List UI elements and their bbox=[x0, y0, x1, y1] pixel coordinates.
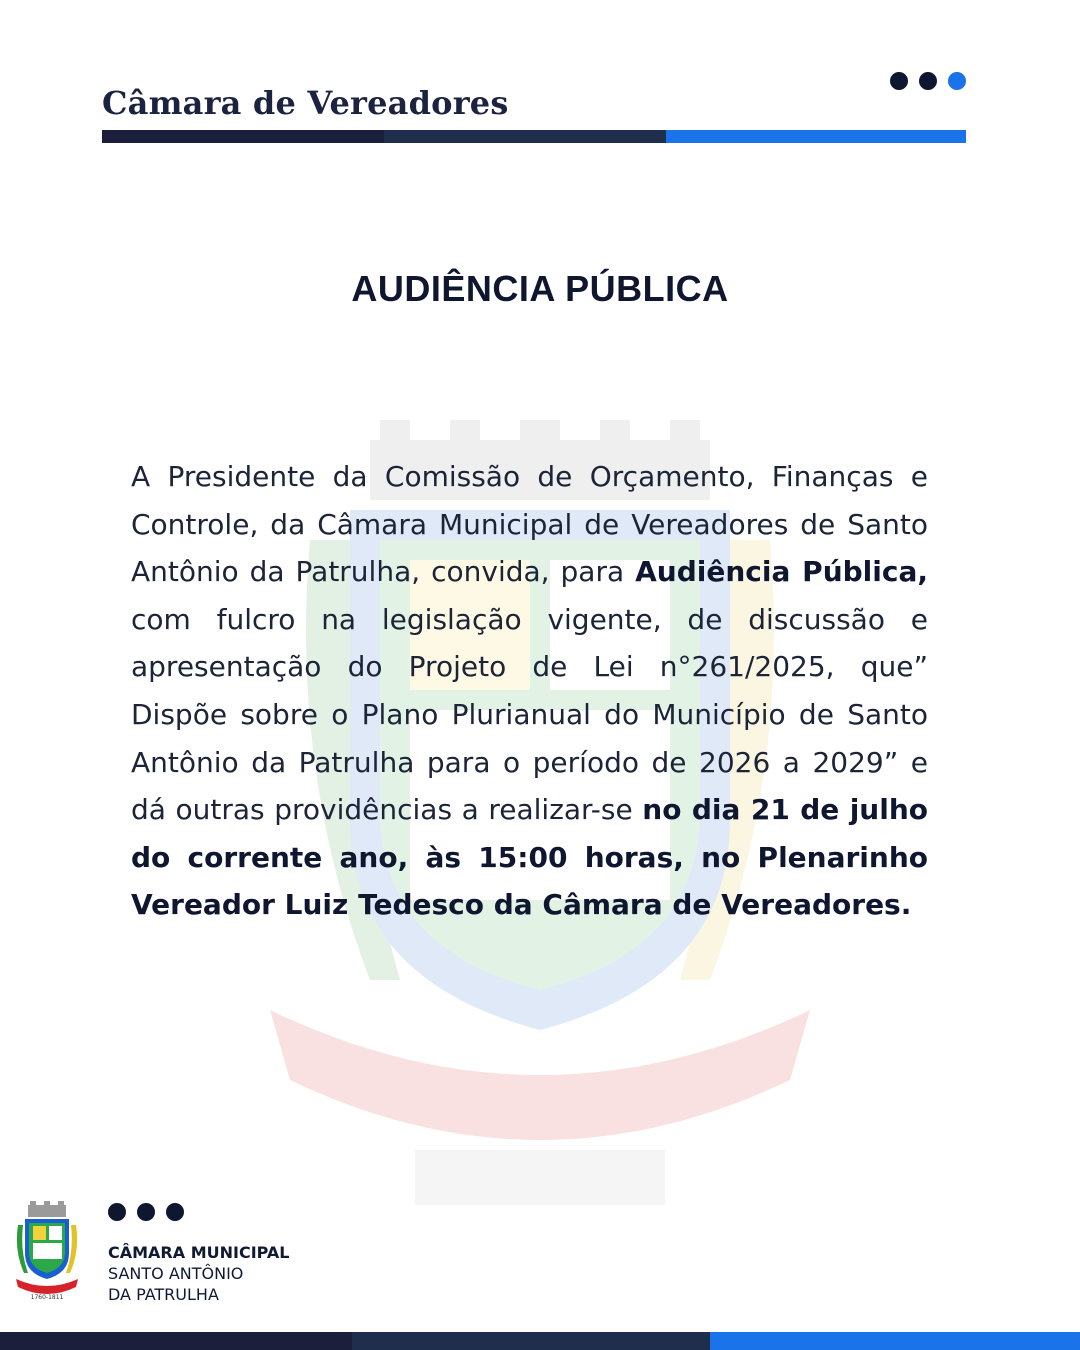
footer-organization bbox=[108, 1242, 290, 1305]
org-name-line3: DA PATRULHA bbox=[108, 1285, 219, 1304]
notice-body bbox=[131, 453, 928, 929]
dot-icon bbox=[890, 72, 908, 90]
header-divider-bar bbox=[102, 130, 966, 143]
crest-years: 1760-1811 bbox=[30, 1294, 64, 1301]
notice-bold-date: no dia 21 de julho do corrente ano, às 15:00 horas, no Plenarinho Vereador Luiz Tedesco da Câmara de Vereadores. bbox=[131, 793, 929, 922]
notice-text-part: A Presidente da Comissão de Orçamento, Finanças e Controle, da Câmara Municipal de Vereadores de Santo Antônio da Patrulha, convida, para bbox=[131, 460, 928, 589]
dot-icon bbox=[919, 72, 937, 90]
decorative-dots-top bbox=[890, 72, 966, 90]
dot-icon bbox=[108, 1203, 126, 1221]
dot-icon bbox=[166, 1203, 184, 1221]
notice-bold-event: Audiência Pública, bbox=[635, 555, 929, 589]
notice-text-part: com fulcro na legislação vigente, de discussão e apresentação do Projeto de Lei n°261/2025, que” Dispõe sobre o Plano Plurianual do Município de Santo Antônio da Patrulha para o período de 2026 a 2029” e dá outras providências a realizar-se bbox=[131, 602, 928, 827]
dot-icon bbox=[137, 1203, 155, 1221]
municipal-crest-logo bbox=[14, 1201, 80, 1301]
org-name-line1: CÂMARA MUNICIPAL bbox=[108, 1243, 290, 1262]
header-title: Câmara de Vereadores bbox=[102, 84, 509, 122]
notice-title: AUDIÊNCIA PÚBLICA bbox=[351, 268, 729, 309]
footer-divider-bar bbox=[0, 1332, 1080, 1350]
dot-icon bbox=[948, 72, 966, 90]
decorative-dots-bottom bbox=[108, 1203, 184, 1221]
org-name-line2: SANTO ANTÔNIO bbox=[108, 1264, 244, 1283]
